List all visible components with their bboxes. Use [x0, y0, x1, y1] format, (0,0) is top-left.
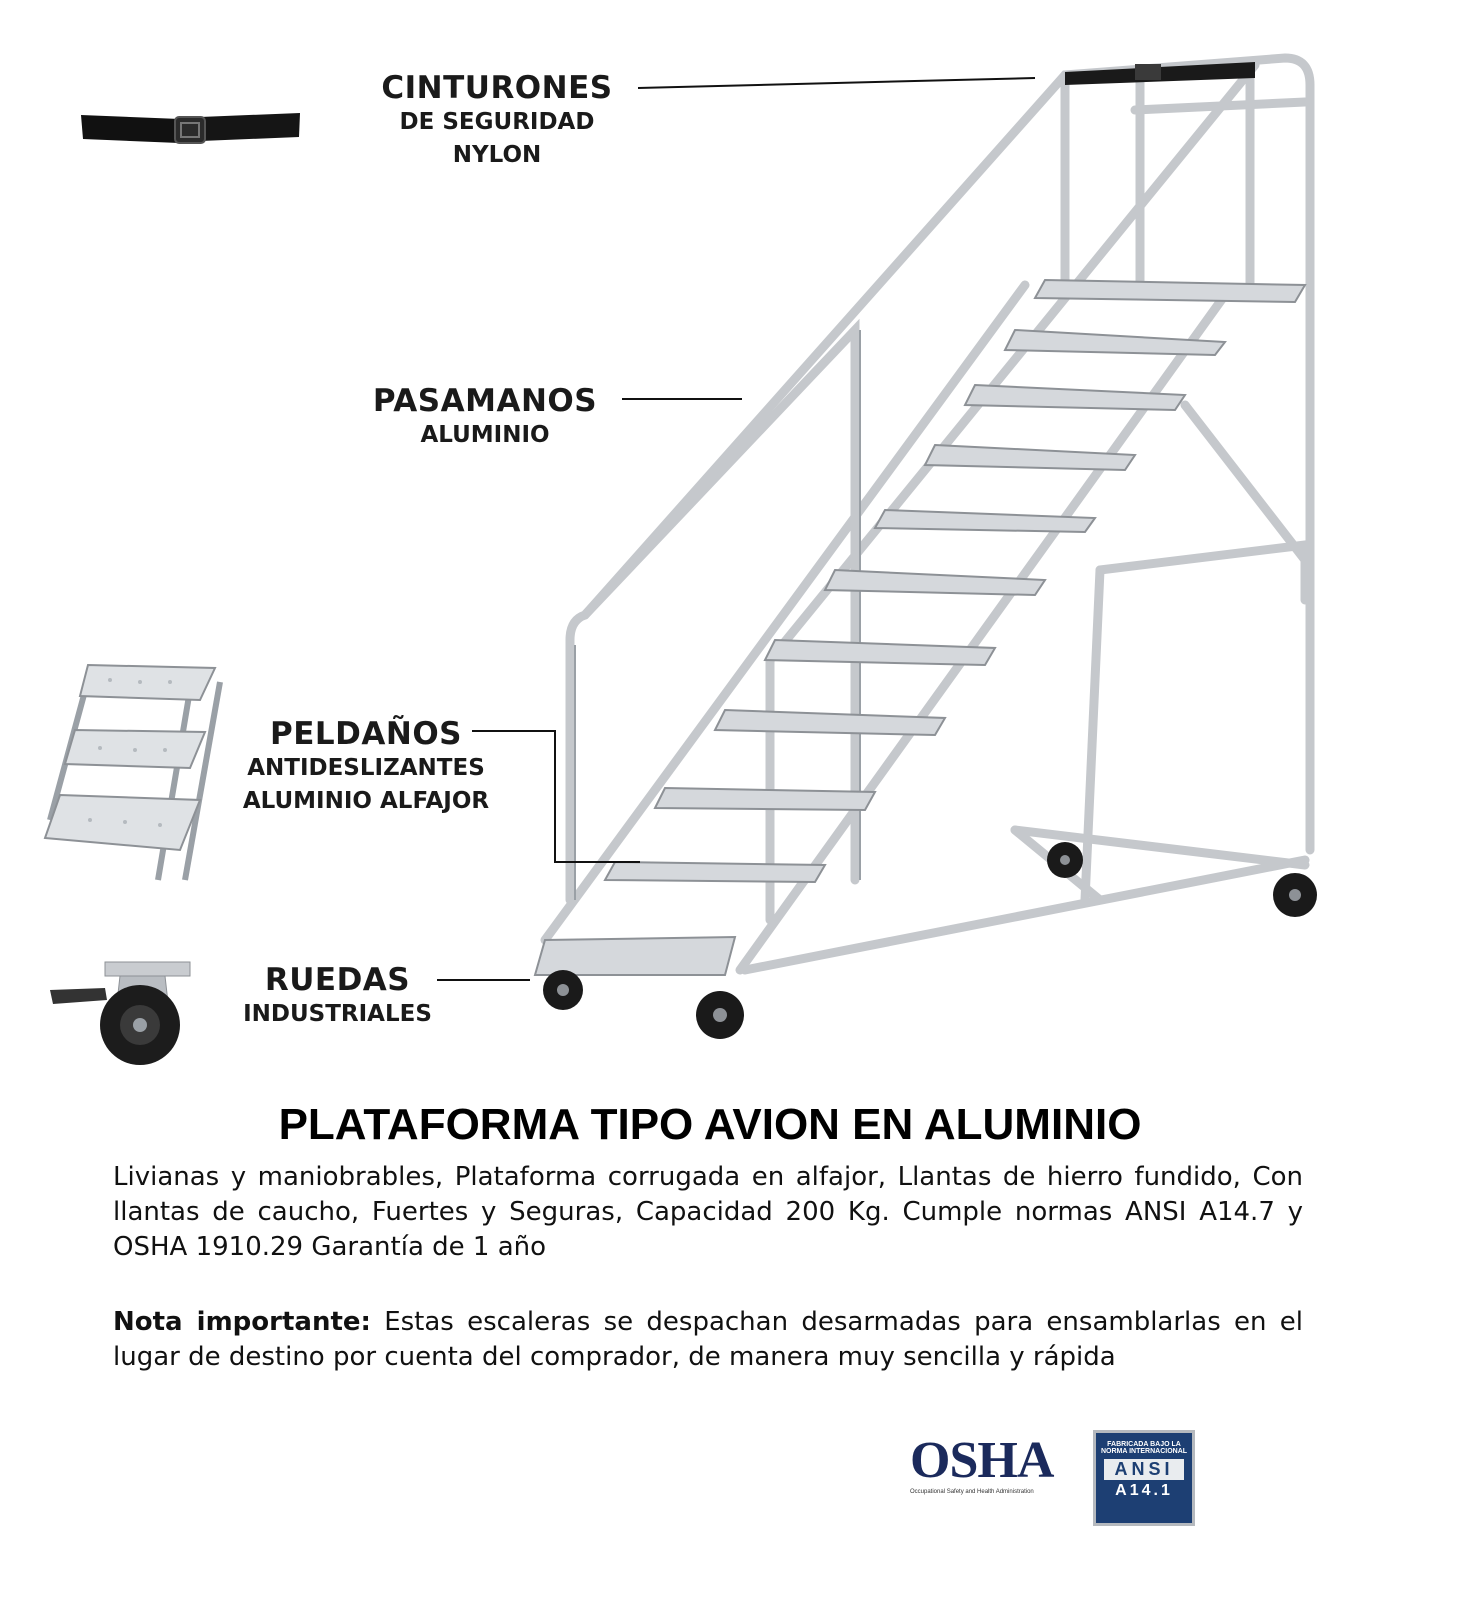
note-text: Estas escaleras se despachan desarmadas para ensamblarlas en el lugar de destino por cuenta del comprador, de manera muy sencilla y rápida	[113, 1307, 1304, 1372]
ansi-line1: FABRICADA BAJO LA	[1107, 1441, 1181, 1448]
callout-pasamanos	[360, 383, 610, 452]
callout-peldanos	[218, 716, 514, 818]
page-title: PLATAFORMA TIPO AVION EN ALUMINIO	[278, 1100, 1142, 1149]
callout-ruedas	[225, 962, 450, 1031]
callout-subtitle: NYLON	[452, 142, 542, 168]
callout-title: PASAMANOS	[372, 383, 598, 419]
note-paragraph	[113, 1305, 1303, 1375]
callout-subtitle: ANTIDESLIZANTES	[247, 755, 485, 781]
ansi-line3: ANSI	[1104, 1459, 1184, 1480]
callout-title: CINTURONES	[381, 70, 613, 106]
note-label: Nota importante:	[113, 1307, 371, 1337]
ansi-line4: A14.1	[1115, 1482, 1173, 1499]
callout-subtitle: DE SEGURIDAD	[399, 109, 595, 135]
callout-subtitle: INDUSTRIALES	[243, 1001, 432, 1027]
callout-subtitle: ALUMINIO ALFAJOR	[242, 788, 490, 814]
osha-logo-subtitle: Occupational Safety and Health Administration	[910, 1489, 1034, 1495]
callout-title: PELDAÑOS	[270, 716, 462, 752]
ansi-line2: NORMA INTERNACIONAL	[1100, 1448, 1188, 1455]
osha-logo-text: OSHA	[910, 1432, 1054, 1489]
callout-title: RUEDAS	[264, 962, 411, 998]
callout-cinturones	[362, 70, 632, 172]
description-paragraph: Livianas y maniobrables, Plataforma corrugada en alfajor, Llantas de hierro fundido, Con llantas de caucho, Fuertes y Seguras, Capacidad 200 Kg. Cumple normas ANSI A14.7 y OSHA 1910.29 Garantía de 1 año	[113, 1162, 1303, 1262]
callout-subtitle: ALUMINIO	[420, 422, 550, 448]
osha-logo	[910, 1432, 1065, 1501]
ansi-badge	[1093, 1430, 1195, 1526]
